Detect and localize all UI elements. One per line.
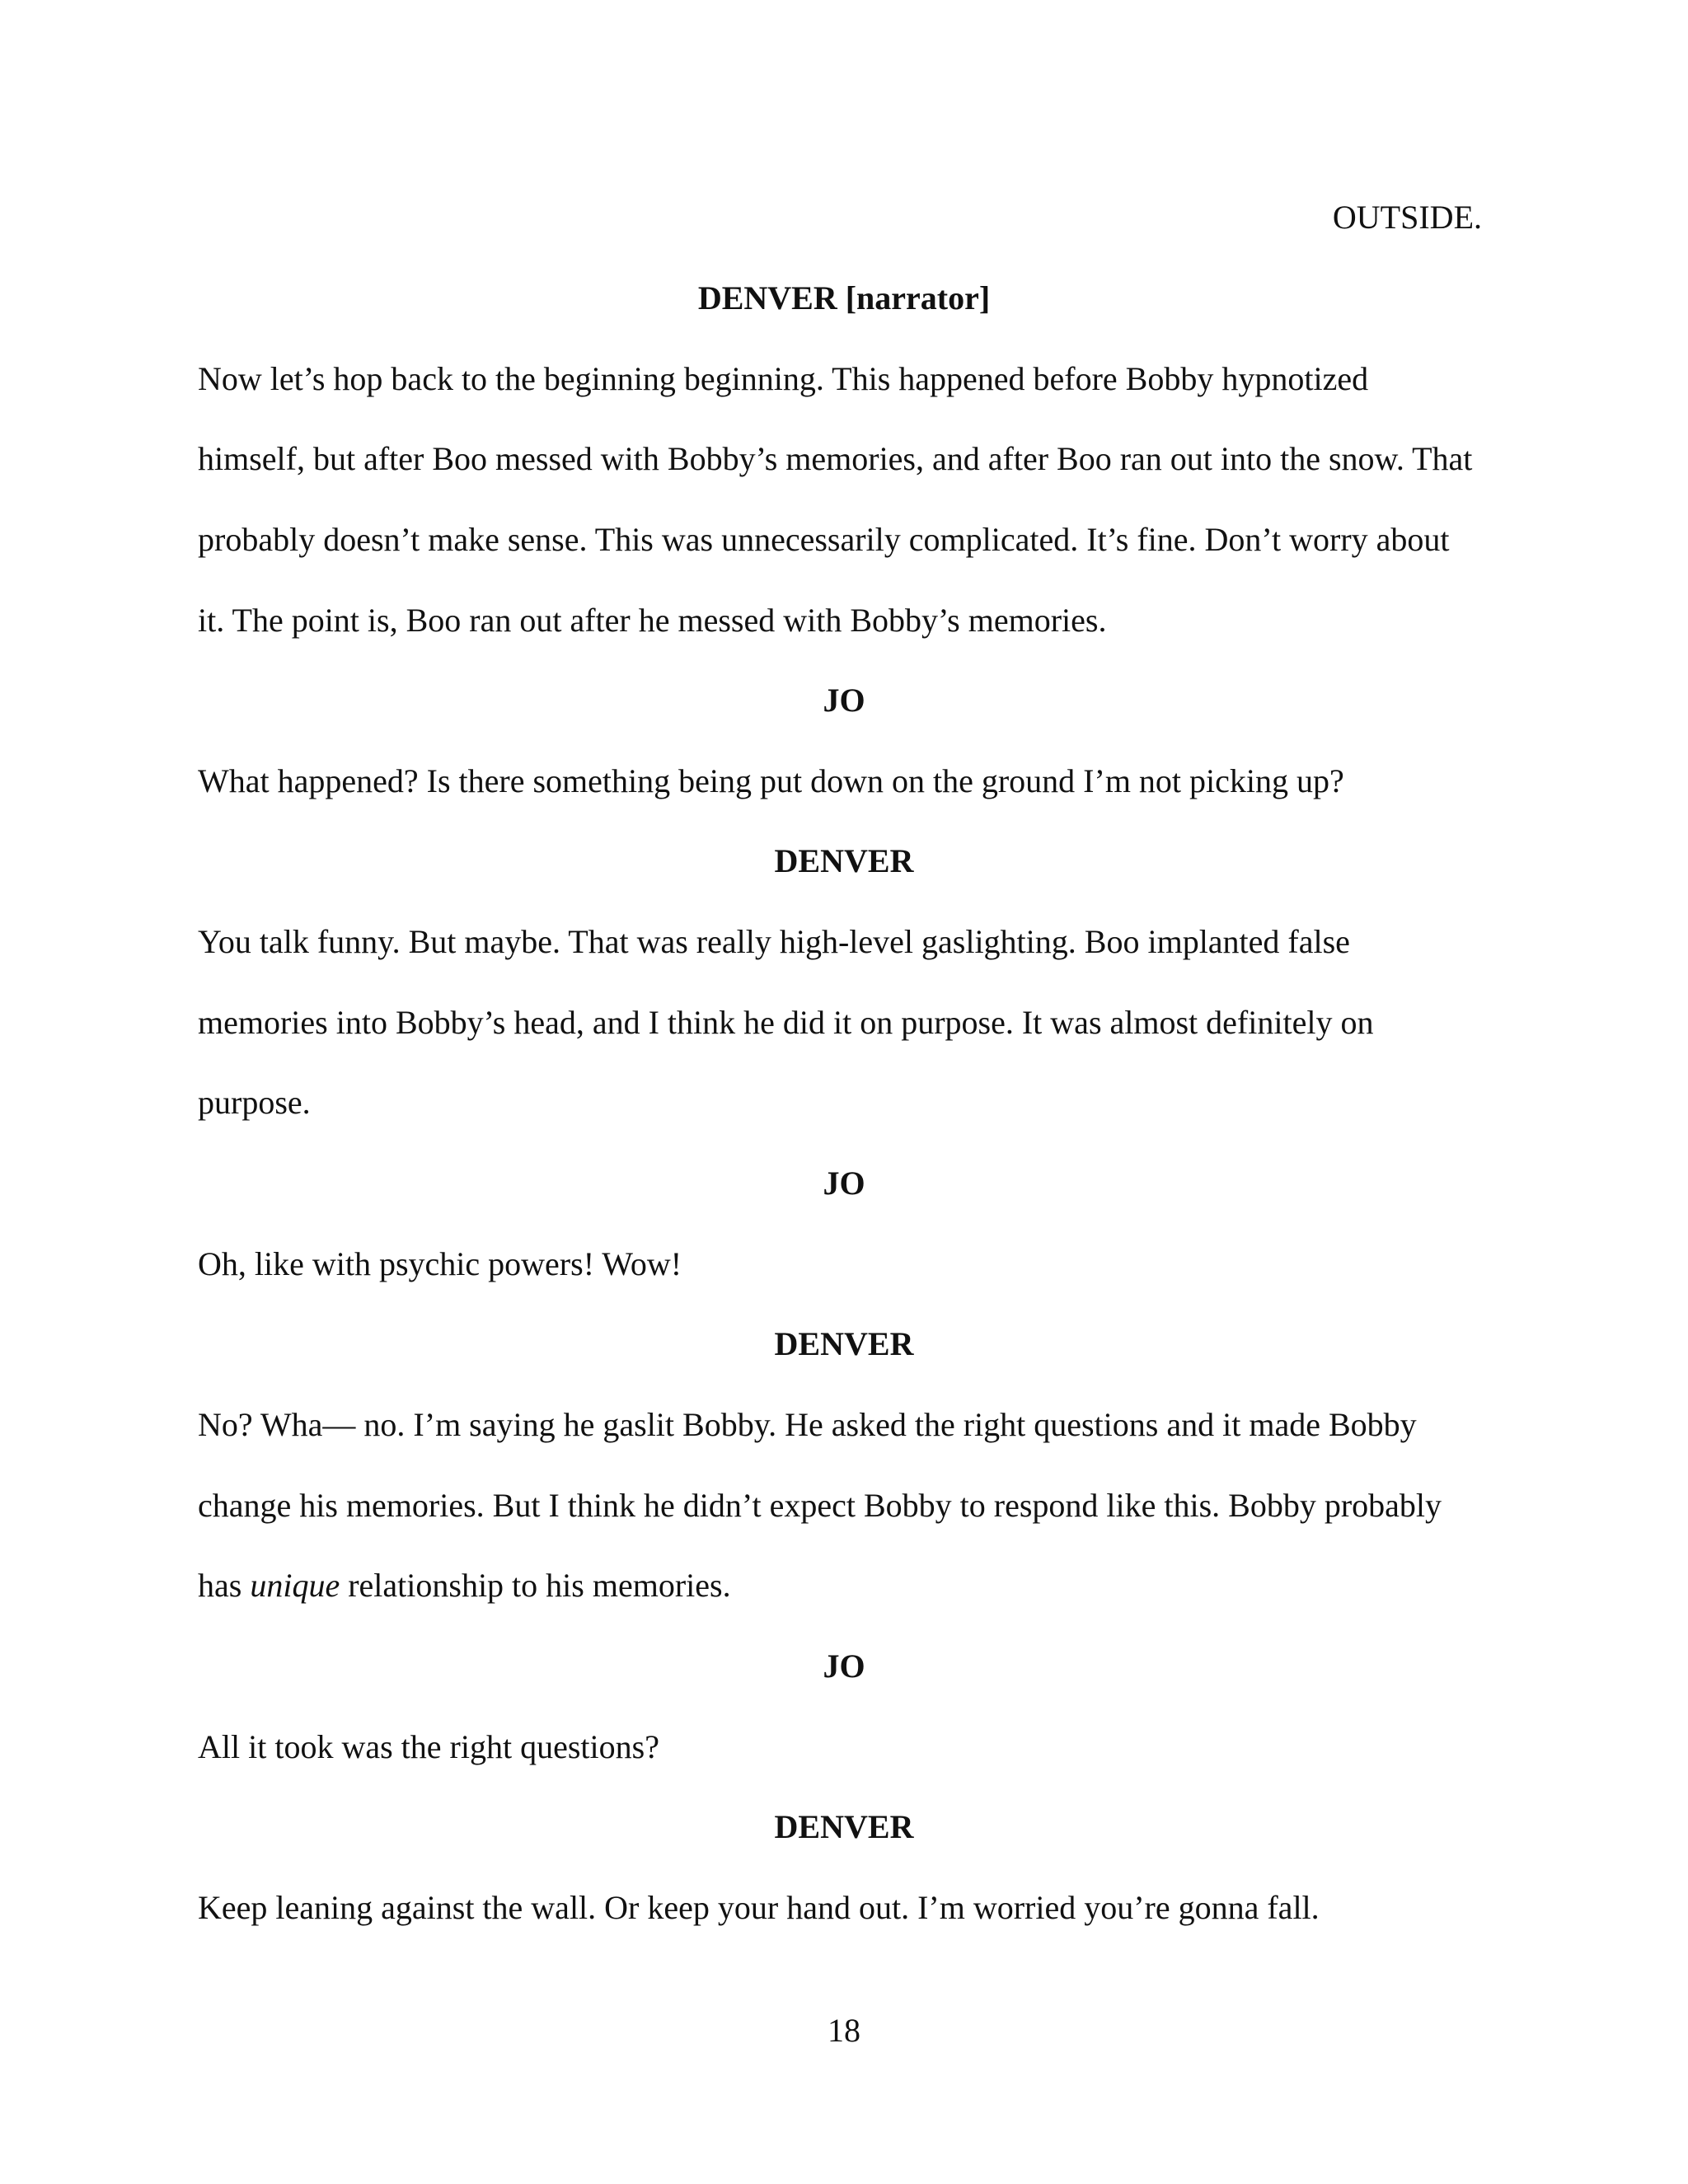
dialogue-line: Keep leaning against the wall. Or keep your hand out. I’m worried you’re gonna fall. <box>198 1889 1320 1926</box>
speaker-name: JO <box>823 682 865 719</box>
dialogue-line: purpose. <box>198 1084 311 1121</box>
speaker-name: DENVER <box>774 1325 914 1362</box>
dialogue-line: You talk funny. But maybe. That was really high-level gaslighting. Boo implanted false <box>198 923 1350 960</box>
speaker-name: JO <box>823 1647 865 1685</box>
dialogue-line: Now let’s hop back to the beginning beginning. This happened before Bobby hypnotized <box>198 360 1369 397</box>
scene-heading: OUTSIDE. <box>1332 199 1482 236</box>
dialogue-line: himself, but after Boo messed with Bobby’s memories, and after Boo ran out into the snow. That <box>198 440 1473 477</box>
dialogue-line: it. The point is, Boo ran out after he messed with Bobby’s memories. <box>198 602 1107 639</box>
dialogue-line: No? Wha— no. I’m saying he gaslit Bobby. He asked the right questions and it made Bobby <box>198 1406 1417 1443</box>
line-text: relationship to his memories. <box>340 1567 731 1604</box>
dialogue-line: What happened? Is there something being put down on the ground I’m not picking up? <box>198 762 1344 799</box>
speaker-name: DENVER [narrator] <box>697 279 991 316</box>
dialogue-line: Oh, like with psychic powers! Wow! <box>198 1245 682 1282</box>
speaker-name: DENVER <box>774 842 914 879</box>
speaker-name: JO <box>823 1165 865 1202</box>
dialogue-line: probably doesn’t make sense. This was unnecessarily complicated. It’s fine. Don’t worry about <box>198 521 1450 558</box>
dialogue-line <box>198 1566 731 1605</box>
page-number: 18 <box>828 2012 860 2049</box>
dialogue-line: All it took was the right questions? <box>198 1728 659 1765</box>
dialogue-line: memories into Bobby’s head, and I think he did it on purpose. It was almost definitely on <box>198 1004 1374 1041</box>
emphasized-word: unique <box>250 1567 340 1604</box>
dialogue-line: change his memories. But I think he didn’t expect Bobby to respond like this. Bobby probably <box>198 1487 1442 1524</box>
speaker-name: DENVER <box>774 1808 914 1845</box>
line-text: has <box>198 1567 251 1604</box>
